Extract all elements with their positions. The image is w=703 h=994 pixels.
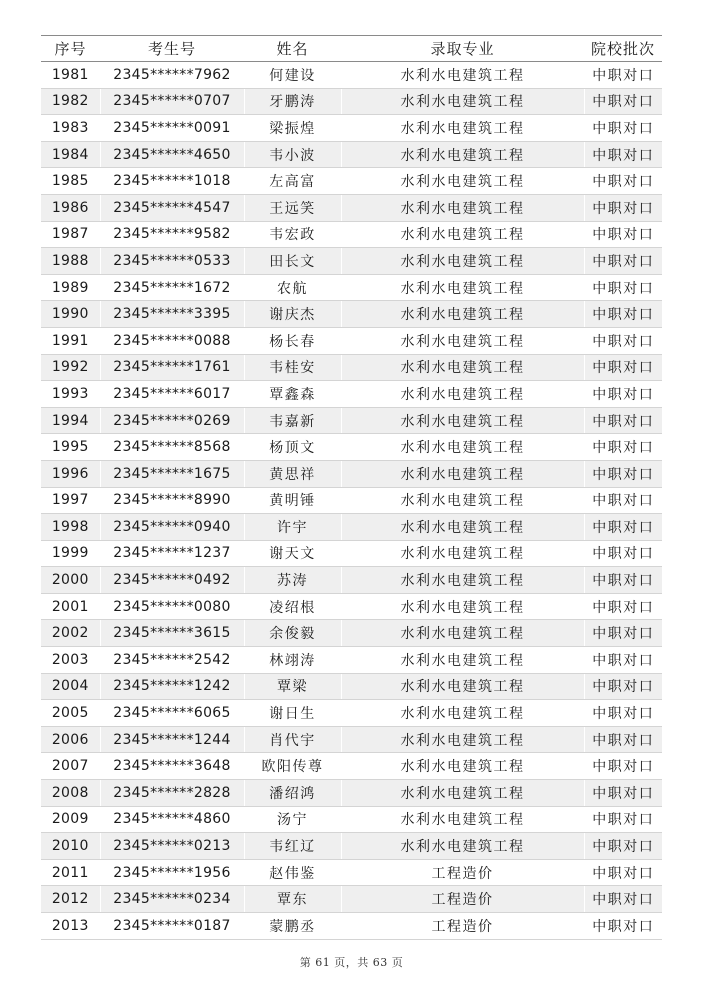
table-row [41,354,662,381]
cell-seq: 2007 [41,753,100,780]
cell-major: 水利水电建筑工程 [341,726,584,753]
page-number: 第 61 页，共 63 页 [299,956,404,969]
table-row [41,194,662,221]
cell-major: 水利水电建筑工程 [341,567,584,594]
cell-seq: 2003 [41,647,100,674]
cell-name: 梁振煌 [244,115,341,142]
cell-batch: 中职对口 [584,700,662,727]
cell-name: 赵伟鉴 [244,859,341,886]
cell-seq: 1993 [41,381,100,408]
cell-batch: 中职对口 [584,593,662,620]
cell-batch: 中职对口 [584,194,662,221]
cell-name: 肖代宇 [244,726,341,753]
cell-batch: 中职对口 [584,540,662,567]
table-row [41,141,662,168]
table-row [41,780,662,807]
cell-batch: 中职对口 [584,913,662,940]
table-row [41,274,662,301]
cell-seq: 1997 [41,487,100,514]
cell-name: 谢日生 [244,700,341,727]
cell-batch: 中职对口 [584,833,662,860]
cell-name: 汤宁 [244,806,341,833]
cell-name: 覃梁 [244,673,341,700]
cell-seq: 1990 [41,301,100,328]
cell-batch: 中职对口 [584,274,662,301]
cell-major: 水利水电建筑工程 [341,141,584,168]
cell-seq: 1987 [41,221,100,248]
cell-major: 水利水电建筑工程 [341,407,584,434]
cell-candidate-id: 2345******4547 [100,194,244,221]
cell-batch: 中职对口 [584,168,662,195]
cell-seq: 1994 [41,407,100,434]
cell-name: 黄思祥 [244,460,341,487]
cell-seq: 1995 [41,434,100,461]
cell-major: 水利水电建筑工程 [341,753,584,780]
cell-major: 水利水电建筑工程 [341,274,584,301]
cell-name: 欧阳传尊 [244,753,341,780]
cell-batch: 中职对口 [584,115,662,142]
cell-candidate-id: 2345******1244 [100,726,244,753]
cell-seq: 1983 [41,115,100,142]
cell-batch: 中职对口 [584,753,662,780]
cell-seq: 1986 [41,194,100,221]
cell-name: 杨长春 [244,327,341,354]
cell-candidate-id: 2345******1237 [100,540,244,567]
table-row [41,700,662,727]
cell-name: 蒙鹏丞 [244,913,341,940]
table-row [41,88,662,115]
cell-seq: 1991 [41,327,100,354]
cell-seq: 2011 [41,859,100,886]
cell-major: 水利水电建筑工程 [341,514,584,541]
cell-name: 杨顶文 [244,434,341,461]
cell-major: 水利水电建筑工程 [341,62,584,89]
cell-major: 水利水电建筑工程 [341,833,584,860]
table-body [41,62,662,940]
table-row [41,168,662,195]
cell-batch: 中职对口 [584,806,662,833]
cell-name: 林翊涛 [244,647,341,674]
cell-seq: 2004 [41,673,100,700]
table-row [41,673,662,700]
cell-batch: 中职对口 [584,327,662,354]
cell-major: 水利水电建筑工程 [341,194,584,221]
cell-candidate-id: 2345******1242 [100,673,244,700]
cell-candidate-id: 2345******1761 [100,354,244,381]
cell-candidate-id: 2345******0533 [100,248,244,275]
table-row [41,833,662,860]
cell-batch: 中职对口 [584,647,662,674]
cell-batch: 中职对口 [584,726,662,753]
table-row [41,859,662,886]
cell-name: 覃东 [244,886,341,913]
cell-batch: 中职对口 [584,620,662,647]
cell-batch: 中职对口 [584,301,662,328]
cell-seq: 1981 [41,62,100,89]
cell-name: 韦嘉新 [244,407,341,434]
cell-major: 水利水电建筑工程 [341,168,584,195]
table-row [41,62,662,89]
cell-candidate-id: 2345******0080 [100,593,244,620]
cell-name: 韦小波 [244,141,341,168]
table-row [41,806,662,833]
table-row [41,647,662,674]
header-batch: 院校批次 [584,36,662,62]
cell-candidate-id: 2345******0091 [100,115,244,142]
cell-name: 王远笑 [244,194,341,221]
cell-seq: 1996 [41,460,100,487]
cell-batch: 中职对口 [584,354,662,381]
cell-batch: 中职对口 [584,62,662,89]
cell-major: 水利水电建筑工程 [341,381,584,408]
cell-name: 农航 [244,274,341,301]
cell-name: 田长文 [244,248,341,275]
cell-candidate-id: 2345******4860 [100,806,244,833]
table-row [41,434,662,461]
cell-major: 水利水电建筑工程 [341,248,584,275]
table-row [41,487,662,514]
cell-major: 工程造价 [341,859,584,886]
cell-seq: 1985 [41,168,100,195]
cell-seq: 2008 [41,780,100,807]
cell-major: 水利水电建筑工程 [341,434,584,461]
cell-seq: 1989 [41,274,100,301]
cell-candidate-id: 2345******0234 [100,886,244,913]
cell-batch: 中职对口 [584,88,662,115]
cell-candidate-id: 2345******0940 [100,514,244,541]
cell-name: 黄明锤 [244,487,341,514]
cell-major: 水利水电建筑工程 [341,221,584,248]
cell-seq: 2010 [41,833,100,860]
cell-major: 水利水电建筑工程 [341,88,584,115]
table-row [41,620,662,647]
cell-seq: 2006 [41,726,100,753]
cell-major: 水利水电建筑工程 [341,700,584,727]
cell-name: 潘绍鸿 [244,780,341,807]
cell-batch: 中职对口 [584,886,662,913]
cell-major: 水利水电建筑工程 [341,487,584,514]
cell-candidate-id: 2345******0492 [100,567,244,594]
cell-candidate-id: 2345******3395 [100,301,244,328]
cell-candidate-id: 2345******7962 [100,62,244,89]
cell-major: 水利水电建筑工程 [341,673,584,700]
table-row [41,726,662,753]
header-name: 姓名 [244,36,341,62]
cell-name: 苏涛 [244,567,341,594]
table-row [41,301,662,328]
cell-batch: 中职对口 [584,859,662,886]
cell-seq: 1988 [41,248,100,275]
table-row [41,115,662,142]
cell-seq: 2012 [41,886,100,913]
cell-candidate-id: 2345******0269 [100,407,244,434]
table-row [41,460,662,487]
cell-candidate-id: 2345******0187 [100,913,244,940]
cell-major: 水利水电建筑工程 [341,806,584,833]
cell-candidate-id: 2345******3648 [100,753,244,780]
cell-seq: 1999 [41,540,100,567]
cell-major: 水利水电建筑工程 [341,354,584,381]
cell-seq: 1984 [41,141,100,168]
table-row [41,913,662,940]
cell-batch: 中职对口 [584,673,662,700]
table-row [41,221,662,248]
cell-major: 水利水电建筑工程 [341,327,584,354]
table-row [41,593,662,620]
cell-batch: 中职对口 [584,407,662,434]
cell-candidate-id: 2345******8990 [100,487,244,514]
cell-seq: 2002 [41,620,100,647]
cell-major: 水利水电建筑工程 [341,540,584,567]
cell-candidate-id: 2345******1956 [100,859,244,886]
cell-batch: 中职对口 [584,141,662,168]
table-row [41,327,662,354]
cell-major: 工程造价 [341,886,584,913]
cell-name: 牙鹏涛 [244,88,341,115]
cell-major: 水利水电建筑工程 [341,647,584,674]
cell-seq: 2001 [41,593,100,620]
cell-major: 水利水电建筑工程 [341,593,584,620]
table-row [41,381,662,408]
table-row [41,886,662,913]
cell-name: 左高富 [244,168,341,195]
cell-candidate-id: 2345******1675 [100,460,244,487]
cell-candidate-id: 2345******3615 [100,620,244,647]
table-row [41,753,662,780]
cell-candidate-id: 2345******0213 [100,833,244,860]
cell-name: 许宇 [244,514,341,541]
cell-candidate-id: 2345******6017 [100,381,244,408]
table-row [41,540,662,567]
cell-name: 覃鑫森 [244,381,341,408]
cell-batch: 中职对口 [584,780,662,807]
cell-batch: 中职对口 [584,567,662,594]
cell-candidate-id: 2345******1672 [100,274,244,301]
header-seq: 序号 [41,36,100,62]
cell-major: 水利水电建筑工程 [341,301,584,328]
table-row [41,514,662,541]
table-row [41,407,662,434]
cell-name: 谢天文 [244,540,341,567]
cell-major: 水利水电建筑工程 [341,780,584,807]
cell-candidate-id: 2345******8568 [100,434,244,461]
cell-name: 何建设 [244,62,341,89]
cell-name: 谢庆杰 [244,301,341,328]
cell-major: 水利水电建筑工程 [341,460,584,487]
cell-seq: 2013 [41,913,100,940]
cell-candidate-id: 2345******0088 [100,327,244,354]
cell-candidate-id: 2345******0707 [100,88,244,115]
cell-candidate-id: 2345******1018 [100,168,244,195]
table-row [41,248,662,275]
cell-candidate-id: 2345******2542 [100,647,244,674]
admission-table [41,35,662,940]
cell-seq: 2005 [41,700,100,727]
cell-major: 工程造价 [341,913,584,940]
cell-candidate-id: 2345******6065 [100,700,244,727]
header-major: 录取专业 [341,36,584,62]
cell-batch: 中职对口 [584,460,662,487]
cell-seq: 1992 [41,354,100,381]
cell-batch: 中职对口 [584,248,662,275]
cell-batch: 中职对口 [584,221,662,248]
cell-batch: 中职对口 [584,434,662,461]
table-header [41,36,662,62]
cell-candidate-id: 2345******4650 [100,141,244,168]
cell-name: 韦宏政 [244,221,341,248]
cell-name: 韦红辽 [244,833,341,860]
cell-candidate-id: 2345******9582 [100,221,244,248]
cell-seq: 2009 [41,806,100,833]
cell-seq: 1998 [41,514,100,541]
admission-list-sheet [41,35,662,940]
table-row [41,567,662,594]
cell-batch: 中职对口 [584,514,662,541]
cell-name: 凌绍根 [244,593,341,620]
header-row [41,36,662,62]
cell-seq: 2000 [41,567,100,594]
cell-batch: 中职对口 [584,487,662,514]
cell-seq: 1982 [41,88,100,115]
cell-candidate-id: 2345******2828 [100,780,244,807]
cell-name: 余俊毅 [244,620,341,647]
cell-name: 韦桂安 [244,354,341,381]
header-candidate-id: 考生号 [100,36,244,62]
cell-major: 水利水电建筑工程 [341,115,584,142]
cell-batch: 中职对口 [584,381,662,408]
cell-major: 水利水电建筑工程 [341,620,584,647]
